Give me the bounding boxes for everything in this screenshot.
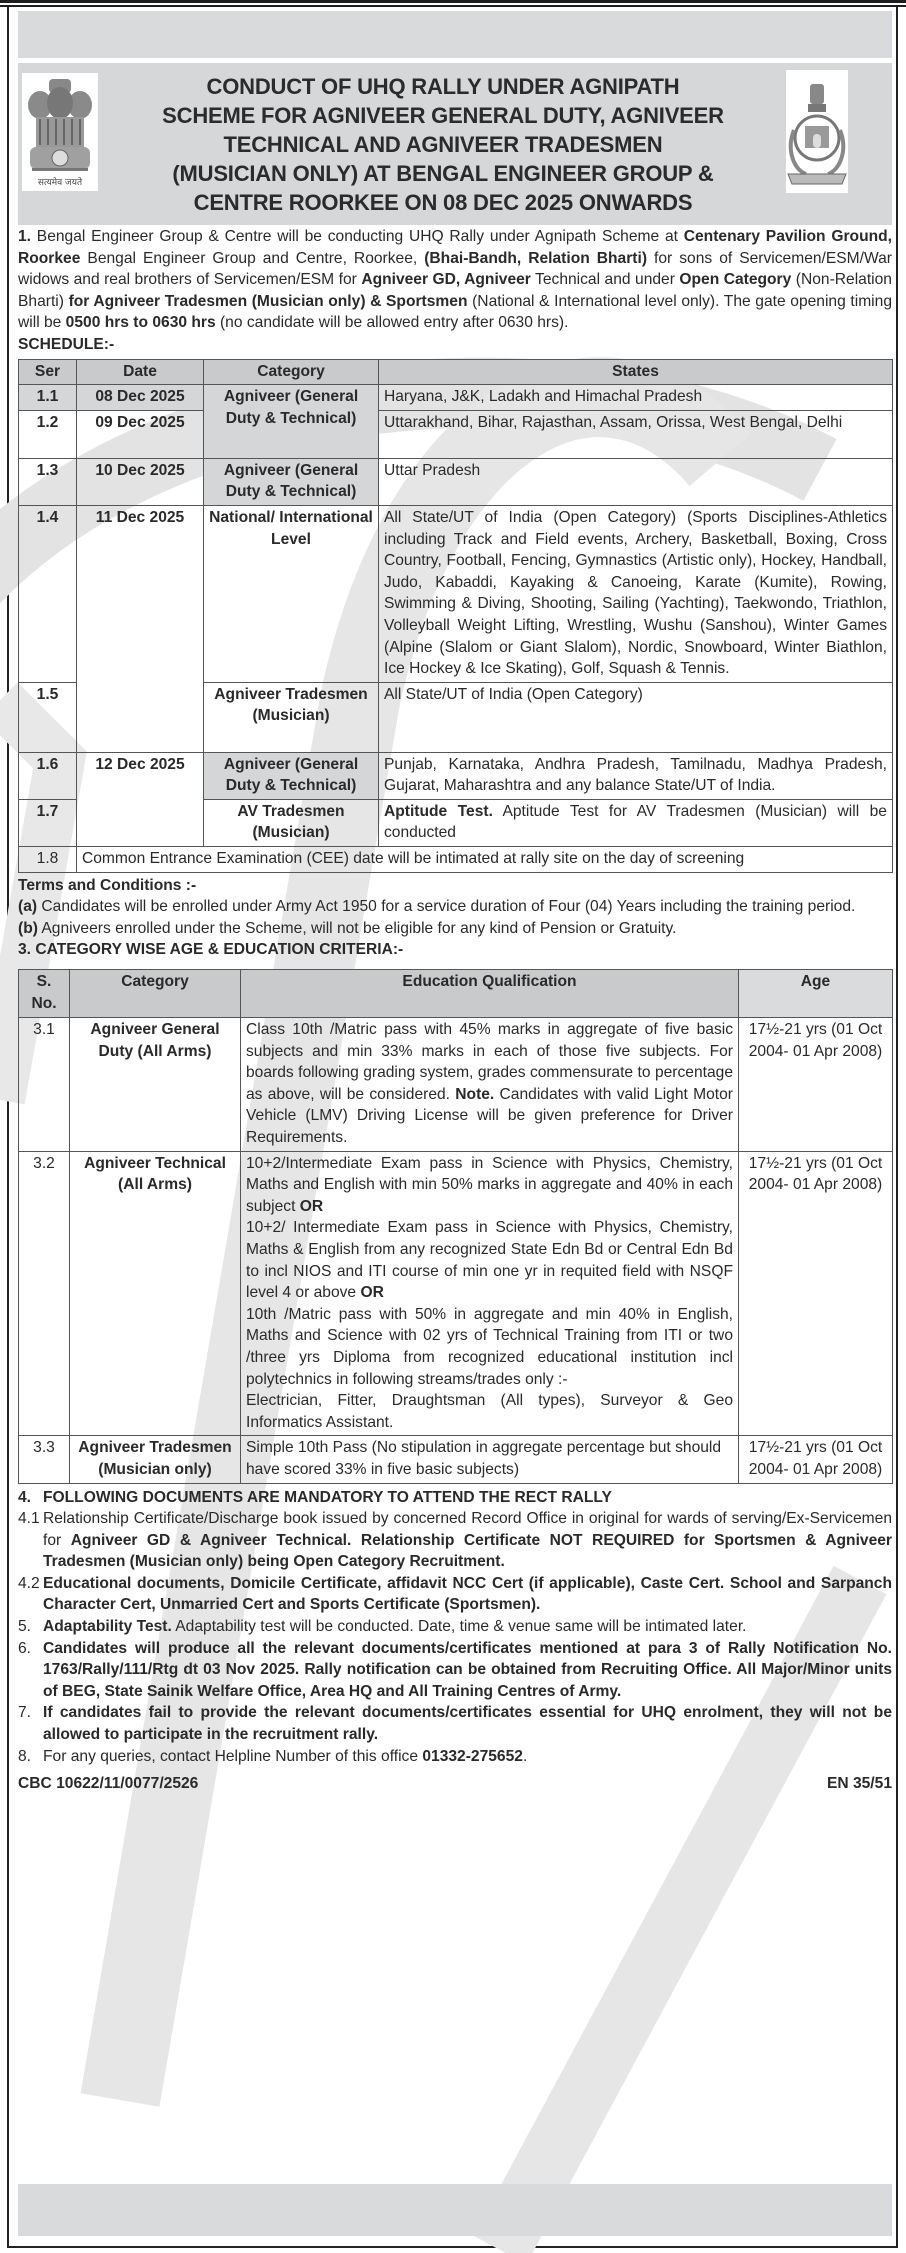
point-item <box>18 1746 892 1768</box>
notice-body <box>18 226 892 1795</box>
table-row <box>19 847 893 873</box>
column-header: Category <box>70 970 241 1018</box>
paragraph-1 <box>18 226 892 334</box>
para-bold: Open Category <box>679 271 792 289</box>
item-text: Candidates will produce all the relevant documents/certificates mentioned at para 3 of Rally Notification No. 1763/Rally/111/Rtg dt 03 Nov 2025. Rally notification can be obtained from Recruiting Office. All Major/Minor units of BEG, State Sainik Welfare Office, Area HQ and All Training Centres of Army. <box>43 1639 892 1700</box>
notice-footer <box>18 1773 892 1795</box>
point-item <box>18 1616 892 1638</box>
age-cell: 17½-21 yrs (01 Oct 2004- 01 Apr 2008) <box>739 1436 893 1483</box>
education-cell: Simple 10th Pass (No stipulation in aggregate percentage but should have scored 33% in five basic subjects) <box>241 1436 739 1483</box>
para-text: (National & International level only). The gate opening timing will be <box>18 292 892 332</box>
bottom-gray-band <box>18 2184 892 2236</box>
states-cell <box>379 799 893 846</box>
category-cell: Agniveer (General Duty & Technical) <box>204 385 379 459</box>
ser-cell: 1.7 <box>19 799 77 846</box>
edu-text: 10+2/Intermediate Exam pass in Science with Physics, Chemistry, Maths and English with min 50% marks in aggregate and 40% in each subject <box>246 1154 733 1215</box>
edu-text: Class 10th /Matric pass with 45% marks in aggregate of five basic subjects and min 33% marks in each of those five subjects. For boards following grading system, grades commensurate to percentage as above, will be considered. <box>246 1021 733 1103</box>
date-cell: 12 Dec 2025 <box>77 752 204 846</box>
document-item <box>18 1508 892 1573</box>
states-cell: All State/UT of India (Open Category) <box>379 682 893 752</box>
point-item <box>18 1702 892 1745</box>
column-header: S. No. <box>19 970 70 1018</box>
education-cell <box>241 1018 739 1152</box>
table-row <box>19 458 893 505</box>
venue-name: Centenary Pavilion Ground, Roorkee <box>18 228 892 267</box>
table-row <box>19 1018 893 1152</box>
para-bold: for Agniveer Tradesmen (Musician only) & Sportsmen <box>68 292 468 310</box>
column-header: Date <box>77 359 204 385</box>
edu-note-label: Note. <box>455 1085 495 1103</box>
notice-header <box>18 63 892 225</box>
education-cell <box>241 1151 739 1436</box>
column-header: Category <box>204 359 379 385</box>
gate-timing: 0500 hrs to 0630 hrs <box>65 314 216 332</box>
section-number: 4. <box>18 1488 32 1506</box>
category-cell: Agniveer Technical (All Arms) <box>70 1151 241 1436</box>
item-text: If candidates fail to provide the relevant documents/certificates essential for UHQ enrolment, they will not be allowed to participate in the recruitment rally. <box>43 1704 892 1744</box>
aptitude-test-label: Aptitude Test. <box>384 802 493 820</box>
states-cell: Uttarakhand, Bihar, Rajasthan, Assam, Orissa, West Bengal, Delhi <box>379 410 893 458</box>
age-cell: 17½-21 yrs (01 Oct 2004- 01 Apr 2008) <box>739 1151 893 1436</box>
documents-section <box>18 1487 892 1617</box>
terms-heading: Terms and Conditions :- <box>18 876 197 894</box>
item-text-part: . <box>522 1747 528 1765</box>
documents-heading <box>18 1487 892 1509</box>
item-number: 8. <box>18 1747 32 1765</box>
en-number: EN 35/51 <box>826 1775 892 1793</box>
title-line: SCHEME FOR AGNIVEER GENERAL DUTY, AGNIVEER <box>162 103 724 128</box>
item-number: 4.1 <box>18 1510 40 1528</box>
item-text-part: Adaptability test will be conducted. Date, time & venue same will be intimated later. <box>171 1618 747 1636</box>
item-text-part: Relationship Certificate/Discharge book issued by concerned Record Office in original for wards of serving/Ex-Servicemen for <box>43 1510 892 1549</box>
para-text: (no candidate will be allowed entry after 0630 hrs). <box>215 314 569 332</box>
age-cell: 17½-21 yrs (01 Oct 2004- 01 Apr 2008) <box>739 1018 893 1152</box>
term-label: (b) <box>18 919 38 937</box>
states-cell: Uttar Pradesh <box>379 458 893 505</box>
table-row <box>19 1436 893 1483</box>
para-text: Bengal Engineer Group & Centre will be conducting UHQ Rally under Agnipath Scheme at <box>31 228 684 245</box>
ser-cell: 1.1 <box>19 385 77 411</box>
date-cell: 10 Dec 2025 <box>77 458 204 505</box>
para-text: (Non-Relation Bharti) <box>18 271 892 310</box>
table-row <box>19 410 893 458</box>
date-cell: 11 Dec 2025 <box>77 505 204 752</box>
term-text: Agniveers enrolled under the Scheme, will not be eligible for any kind of Pension or Gratuity. <box>37 919 677 937</box>
page-title <box>113 72 773 217</box>
title-line: CONDUCT OF UHQ RALLY UNDER AGNIPATH <box>206 74 680 99</box>
para-text: Technical and under <box>530 271 680 289</box>
sno-cell: 3.3 <box>19 1436 70 1483</box>
schedule-table <box>18 359 893 873</box>
schedule-heading: SCHEDULE:- <box>18 335 115 353</box>
item-text-bold: Adaptability Test. <box>43 1618 172 1636</box>
states-cell: All State/UT of India (Open Category) (Sports Disciplines-Athletics including Track and Field events, Archery, Basketball, Boxing, Cross Country, Football, Fencing, Gymnastics (Artistic only), Hockey, Handball, Judo, Kabaddi, Kayaking & Canoeing, Karate (Kumite), Rowing, Swimming & Diving, Shooting, Sailing (Yachting), Taekwondo, Triathlon, Volleyball Weight Lifting, Wrestling, Wushu (Sanshou), Winter Games (Alpine (Slalom or Giant Slalom), Nordic, Snowboard, Winter Biathlon, Ice Hockey & Ice Skating), Golf, Squash & Tennis. <box>379 505 893 682</box>
edu-text <box>246 1217 733 1303</box>
table-row <box>19 385 893 411</box>
item-number: 4.2 <box>18 1574 40 1592</box>
corps-of-engineers-crest-icon <box>786 70 848 193</box>
ser-cell: 1.2 <box>19 410 77 458</box>
table-row <box>19 752 893 799</box>
edu-or: OR <box>360 1284 384 1302</box>
table-header-row <box>19 970 893 1018</box>
edu-text: Candidates with valid Light Motor Vehicle (LMV) Driving License will be given preference for Driver Requirements. <box>246 1085 733 1146</box>
criteria-table <box>18 969 893 1483</box>
edu-or: OR <box>299 1197 324 1215</box>
date-cell: 08 Dec 2025 <box>77 385 204 411</box>
category-cell: Agniveer Tradesmen (Musician only) <box>70 1436 241 1483</box>
category-cell: Agniveer Tradesmen (Musician) <box>204 682 379 752</box>
para-text: for sons of Servicemen/ESM/War widows and real brothers of Servicemen/ESM for <box>18 249 893 289</box>
helpline-number[interactable]: 01332-275652 <box>422 1747 523 1765</box>
edu-text: Electrician, Fitter, Draughtsman (All types), Surveyor & Geo Informatics Assistant. <box>246 1392 733 1431</box>
table-header-row <box>19 359 893 385</box>
merged-cell: Common Entrance Examination (CEE) date will be intimated at rally site on the day of screening <box>77 847 893 873</box>
category-cell: Agniveer (General Duty & Technical) <box>204 458 379 505</box>
term-item <box>18 896 892 918</box>
item-text <box>43 1746 892 1768</box>
term-text: Candidates will be enrolled under Army Act 1950 for a service duration of Four (04) Years including the training period. <box>37 898 856 916</box>
cbc-number: CBC 10622/11/0077/2526 <box>18 1775 199 1793</box>
para-number: 1. <box>18 228 32 245</box>
title-line: CENTRE ROORKEE ON 08 DEC 2025 ONWARDS <box>193 190 693 215</box>
item-text <box>43 1508 892 1573</box>
ser-cell: 1.6 <box>19 752 77 799</box>
edu-text-part: 10+2/ Intermediate Exam pass in Science with Physics, Chemistry, Maths & English from any recognized State Edn Bd or Central Edn Bd to incl NIOS and ITI course of min one yr in requited field with NSQF level 4 or above <box>246 1219 733 1302</box>
point-item <box>18 1638 892 1703</box>
item-text-bold: Agniveer GD & Agniveer Technical. Relationship Certificate NOT REQUIRED for Sportsmen & Agniveer Tradesmen (Musician only) being Open Category Recruitment. <box>43 1531 892 1571</box>
ser-cell: 1.4 <box>19 505 77 682</box>
date-cell: 09 Dec 2025 <box>77 410 204 458</box>
item-number: 5. <box>18 1618 32 1636</box>
bharti-type: (Bhai-Bandh, Relation Bharti) <box>424 249 648 267</box>
para-bold: Agniveer GD, Agniveer <box>361 271 531 289</box>
column-header: States <box>379 359 893 385</box>
top-rule <box>0 0 906 3</box>
table-row <box>19 1151 893 1436</box>
column-header: Age <box>739 970 893 1018</box>
sno-cell: 3.2 <box>19 1151 70 1436</box>
table-row <box>19 505 893 682</box>
criteria-heading: 3. CATEGORY WISE AGE & EDUCATION CRITERIA:- <box>18 941 404 959</box>
title-line: TECHNICAL AND AGNIVEER TRADESMEN <box>223 132 663 157</box>
sno-cell: 3.1 <box>19 1018 70 1152</box>
item-text <box>43 1616 892 1638</box>
edu-text: 10th /Matric pass with 50% in aggregate and min 40% in English, Maths and Science with 02 yrs of Technical Training from ITI or two /three yrs Diploma from recognized educational institution incl polytechnics in following streams/trades only :- <box>246 1305 733 1388</box>
term-label: (a) <box>18 898 38 916</box>
top-gray-band <box>18 11 892 58</box>
ser-cell: 1.5 <box>19 682 77 752</box>
points-section <box>18 1616 892 1767</box>
section-title: FOLLOWING DOCUMENTS ARE MANDATORY TO ATTEND THE RECT RALLY <box>43 1488 612 1506</box>
para-text: Bengal Engineer Group and Centre, Roorkee, <box>80 249 425 267</box>
category-cell: National/ International Level <box>204 505 379 682</box>
ser-cell: 1.3 <box>19 458 77 505</box>
item-text-part: For any queries, contact Helpline Number of this office <box>43 1747 423 1765</box>
category-cell: AV Tradesmen (Musician) <box>204 799 379 846</box>
item-number: 6. <box>18 1639 32 1657</box>
ser-cell: 1.8 <box>19 847 77 873</box>
emblem-motto: सत्यमेव जयते <box>37 178 83 188</box>
item-number: 7. <box>18 1704 32 1722</box>
states-cell: Haryana, J&K, Ladakh and Himachal Pradesh <box>379 385 893 411</box>
states-cell: Punjab, Karnataka, Andhra Pradesh, Tamilnadu, Madhya Pradesh, Gujarat, Maharashtra and any balance State/UT of India. <box>379 752 893 799</box>
column-header: Education Qualification <box>241 970 739 1018</box>
category-cell: Agniveer General Duty (All Arms) <box>70 1018 241 1152</box>
term-item <box>18 918 892 940</box>
document-item <box>18 1573 892 1616</box>
column-header: Ser <box>19 359 77 385</box>
title-line: (MUSICIAN ONLY) AT BENGAL ENGINEER GROUP & <box>172 161 714 186</box>
item-text: Educational documents, Domicile Certificate, affidavit NCC Cert (if applicable), Caste Cert. School and Sarpanch Character Cert, Unmarried Cert and Sports Certificate (Sportsmen). <box>43 1574 892 1614</box>
national-emblem-icon <box>22 73 98 191</box>
states-text: Aptitude Test for AV Tradesmen (Musician) will be conducted <box>384 802 887 842</box>
category-cell: Agniveer (General Duty & Technical) <box>204 752 379 799</box>
